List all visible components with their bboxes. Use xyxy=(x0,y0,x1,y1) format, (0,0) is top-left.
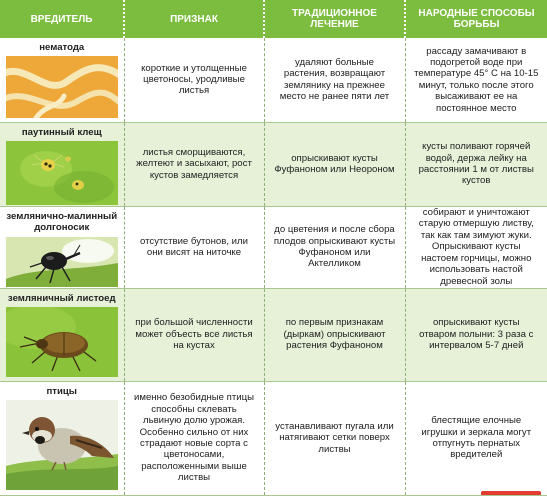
header-pest: ВРЕДИТЕЛЬ xyxy=(0,0,124,38)
pest-cell xyxy=(0,288,124,381)
traditional-cell: до цветения и после сбора плодов опрыскивают кусты Фуфаноном или Актелликом xyxy=(264,206,405,288)
sign-cell: при большой численности может объесть все листья на кустах xyxy=(124,288,264,381)
folk-cell: опрыскивают кусты отваром полыни: 3 раза с интервалом 5-7 дней xyxy=(405,288,547,381)
table-row xyxy=(0,381,547,495)
table-row xyxy=(0,288,547,381)
table-row xyxy=(0,122,547,206)
traditional-cell: опрыскивают кусты Фуфаноном или Неороном xyxy=(264,122,405,206)
header-sign: ПРИЗНАК xyxy=(124,0,264,38)
pest-name: нематода xyxy=(6,42,118,54)
folk-cell: кусты поливают горячей водой, держа лейку на расстоянии 1 м от листвы кустов xyxy=(405,122,547,206)
weevil-photo xyxy=(6,237,118,287)
pest-name: земляничный листоед xyxy=(6,293,118,305)
traditional-cell: устанавливают пугала или натягивают сетки поверх листвы xyxy=(264,381,405,495)
nematode-worm-photo xyxy=(6,56,118,118)
header-traditional: ТРАДИЦИОННОЕ ЛЕЧЕНИЕ xyxy=(264,0,405,38)
sign-cell: листья сморщиваются, желтеют и засыхают, рост кустов замедляется xyxy=(124,122,264,206)
sign-cell: именно безобидные птицы способны склевать львиную долю урожая. Особенно сильно от них страдают новые сорта с цветоносами, расположенными выше листвы xyxy=(124,381,264,495)
watermark-logo xyxy=(481,491,541,495)
folk-cell: рассаду замачивают в подогретой воде при температуре 45° С на 10-15 минут, только после этого высаживают ее на постоянное место xyxy=(405,38,547,122)
sign-cell: короткие и утолщенные цветоносы, уродливые листья xyxy=(124,38,264,122)
sparrow-photo xyxy=(6,400,118,490)
folk-cell: блестящие елочные игрушки и зеркала могут отпугнуть пернатых вредителей xyxy=(405,381,547,495)
leaf-beetle-photo xyxy=(6,307,118,377)
table-header xyxy=(0,0,547,38)
pest-name: паутинный клещ xyxy=(6,127,118,139)
traditional-cell: по первым признакам (дыркам) опрыскивают растения Фуфаноном xyxy=(264,288,405,381)
pest-cell xyxy=(0,122,124,206)
folk-cell: собирают и уничтожают старую отмершую листву, так как там зимуют жуки. Опрыскивают кусты настоем горчицы, можно использовать настой древесной золы xyxy=(405,206,547,288)
header-folk: НАРОДНЫЕ СПОСОБЫ БОРЬБЫ xyxy=(405,0,547,38)
pest-name: землянично-малинный долгоносик xyxy=(6,211,118,235)
sign-cell: отсутствие бутонов, или они висят на ниточке xyxy=(124,206,264,288)
table-row xyxy=(0,206,547,288)
spider-mite-photo xyxy=(6,141,118,205)
pest-name: птицы xyxy=(6,386,118,398)
pest-cell xyxy=(0,206,124,288)
pest-cell xyxy=(0,381,124,495)
traditional-cell: удаляют больные растения, возвращают землянику на прежнее место не ранее пяти лет xyxy=(264,38,405,122)
table-row xyxy=(0,38,547,122)
pest-cell xyxy=(0,38,124,122)
